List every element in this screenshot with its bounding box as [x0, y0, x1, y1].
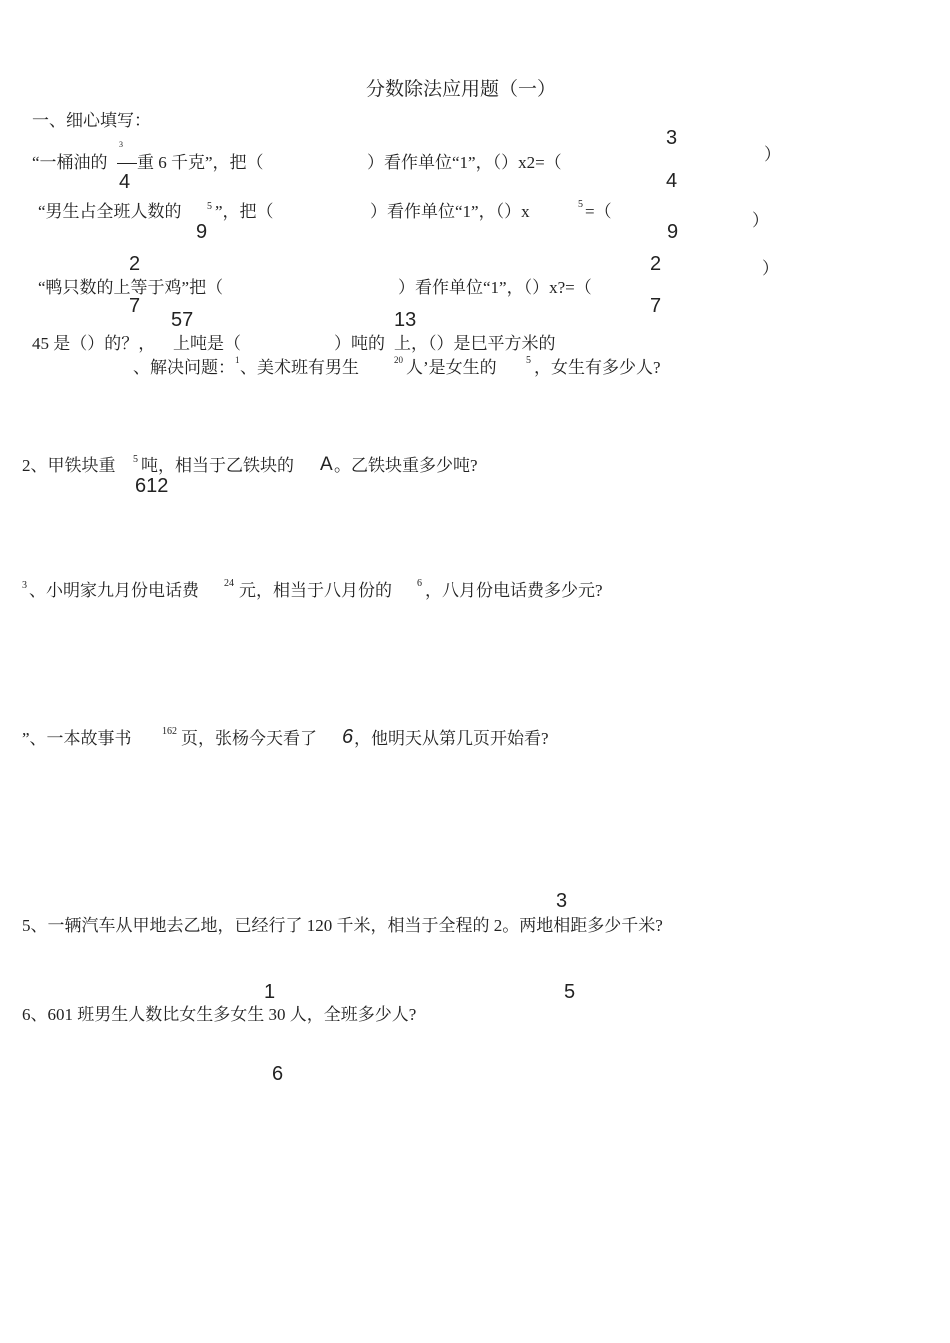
fraction-letter: A — [320, 454, 333, 475]
question-text: 45 是（）的？， — [32, 334, 156, 353]
fraction-numerator: 24 — [224, 578, 234, 589]
fraction-numerator: 1 — [264, 981, 276, 1003]
question-text: ） — [752, 211, 769, 230]
fraction-denominator-clipped — [128, 295, 150, 317]
question-text: 、美术班有男生 — [240, 358, 359, 377]
question-text: 页，张杨今天看了 — [181, 729, 317, 748]
question-text: 元，相当于八月份的 — [239, 581, 392, 600]
page-title: 分数除法应用题（一） — [366, 79, 557, 100]
fraction-numerator: 3 — [556, 890, 568, 912]
fraction-numerator: 5 — [526, 355, 531, 366]
fraction-numerator: 6 — [417, 578, 422, 589]
question-text: ，女生有多少人? — [534, 358, 661, 377]
fraction-numerator: 162 — [162, 726, 177, 737]
fraction-numerator: 3 — [119, 140, 123, 149]
fraction-denominator: 4 — [666, 170, 678, 192]
question-text: “男生占全班人数的 — [38, 202, 182, 221]
fraction-denominator-clipped — [649, 295, 671, 317]
question-text: ） — [762, 259, 779, 278]
question-text: 2、甲铁块重 — [22, 456, 116, 475]
question-text: ）看作单位“1”，（）x2=（ — [367, 153, 562, 172]
question-text: 上吨是（ — [173, 334, 241, 353]
question-text: 重 6 千克”，把（ — [137, 153, 264, 172]
question-text: 上，（）是巳平方米的 — [394, 334, 556, 353]
fraction-numerators: 13 — [394, 309, 417, 331]
question-text: 5、一辆汽车从甲地去乙地，已经行了 120 千米，相当于全程的 2。两地相距多少千米? — [22, 916, 663, 935]
fraction-denominator: 9 — [667, 221, 679, 243]
fraction-numerator: 3 — [666, 127, 678, 149]
section-heading-solve: 、解决问题： — [133, 358, 235, 377]
question-text: ，他明天从第几页开始看? — [354, 729, 549, 748]
question-text: 。乙铁块重多少吨? — [334, 456, 478, 475]
fraction-denominator: 7 — [129, 295, 141, 317]
fraction-numerator: 2 — [650, 253, 662, 275]
question-text: “鸭只数的上等于鸡”把（ — [38, 278, 224, 297]
fraction-numerator: 20 — [394, 355, 403, 365]
question-text: =（ — [585, 202, 612, 221]
fraction-denominators: 612 — [135, 475, 169, 497]
fraction-denominator: 6 — [272, 1063, 284, 1085]
question-text: ，八月份电话费多少元? — [425, 581, 603, 600]
fraction-bar — [117, 163, 137, 164]
question-text: 、小明家九月份电话费 — [29, 581, 199, 600]
fraction-numerator: 5 — [564, 981, 576, 1003]
fraction-denominator: 4 — [119, 171, 131, 193]
fraction-numerator: 1 — [235, 355, 240, 365]
question-text: ）吨的 — [334, 334, 385, 353]
question-text: ）看作单位“1”，（）x?=（ — [398, 278, 592, 297]
question-text: 人’是女生的 — [406, 358, 497, 377]
fraction-denominator: 7 — [650, 295, 662, 317]
question-text: ”、一本故事书 — [22, 729, 132, 748]
fraction-numerator: 5 — [207, 201, 212, 212]
fraction-numerators: 57 — [171, 309, 194, 331]
fraction-numerator: 5 — [133, 454, 138, 465]
question-text: 吨，相当于乙铁块的 — [141, 456, 294, 475]
question-number: 3 — [22, 580, 27, 591]
question-text: ）看作单位“1”，（）x — [370, 202, 530, 221]
question-text: ） — [764, 145, 781, 164]
question-text: “一桶油的 — [32, 153, 108, 172]
question-text: 6、601 班男生人数比女生多女生 30 人，全班多少人? — [22, 1005, 417, 1024]
fraction-denominator: 9 — [196, 221, 208, 243]
fraction-numerator: 2 — [129, 253, 141, 275]
fraction-italic: 6 — [342, 726, 354, 748]
question-text: ”，把（ — [215, 202, 274, 221]
section-heading-fill-in: 一、细心填写： — [32, 111, 151, 130]
fraction-numerator: 5 — [578, 199, 583, 210]
